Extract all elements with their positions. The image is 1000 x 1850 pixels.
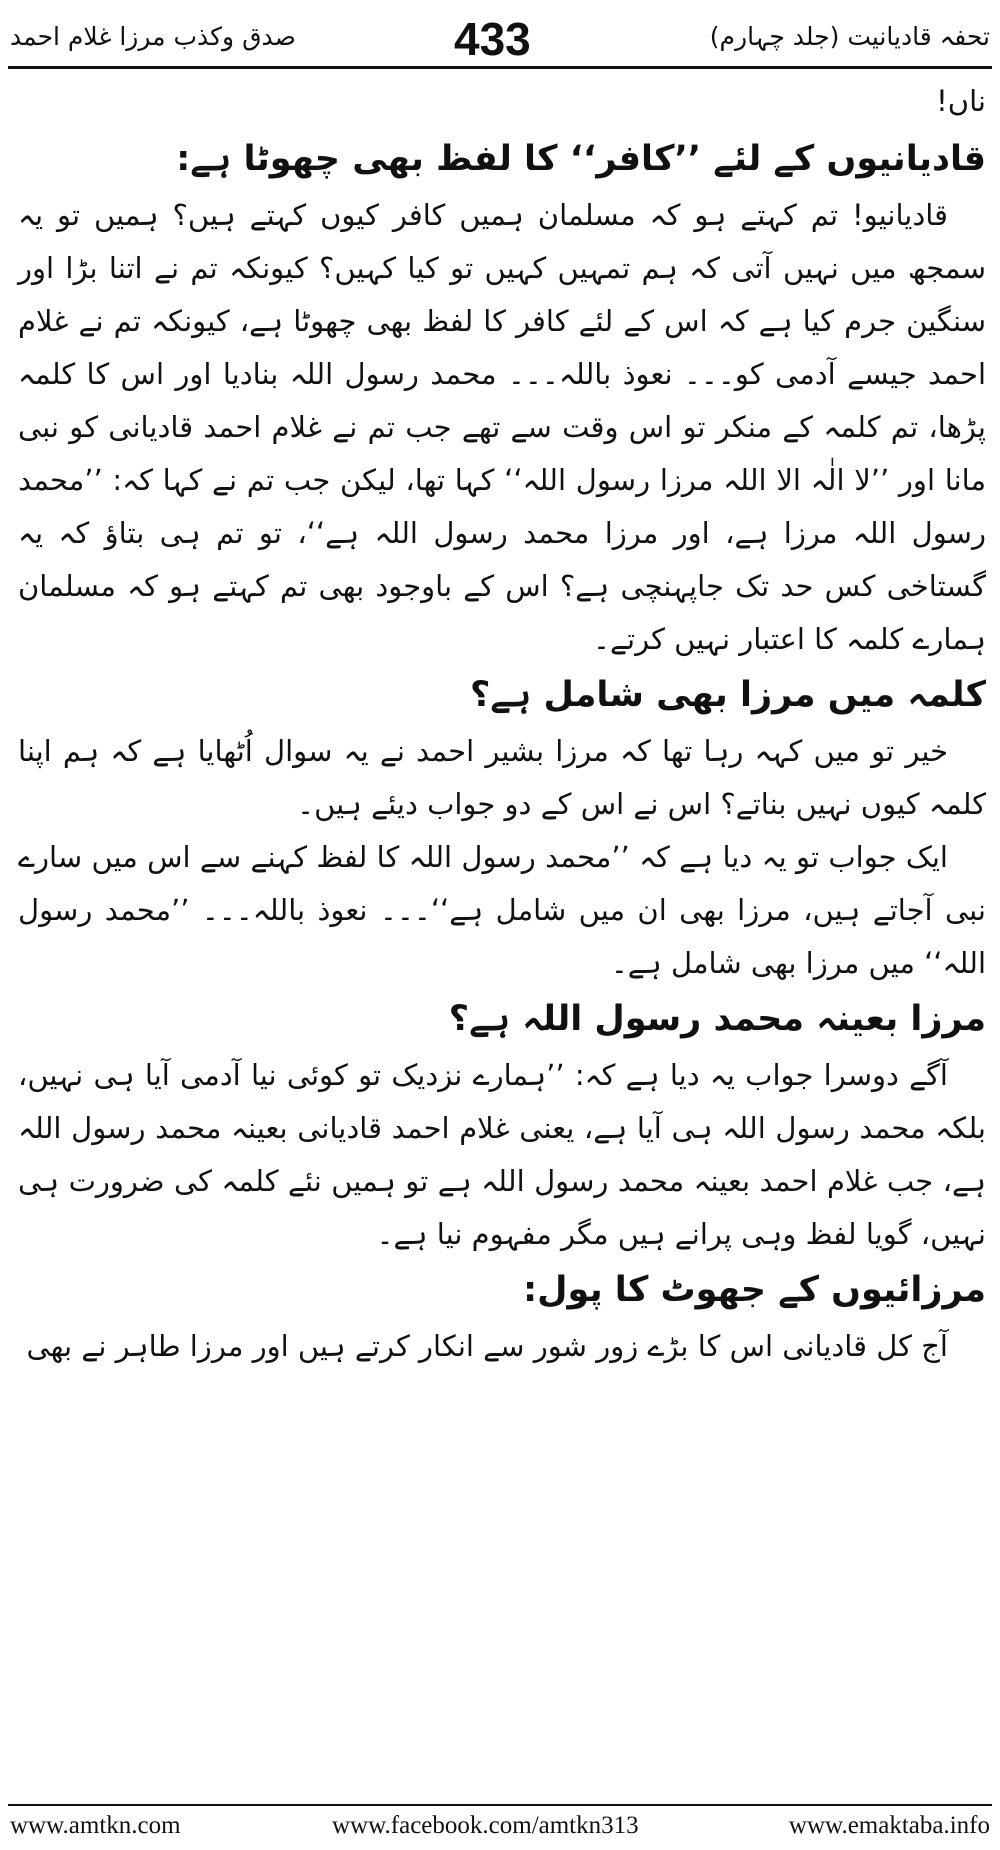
- header-book-title: تحفہ قادیانیت (جلد چہارم): [709, 22, 990, 51]
- header-chapter-title: صدق وکذب مرزا غلام احمد: [10, 22, 296, 51]
- section-heading: مرزا بعینہ محمد رسول اللہ ہے؟: [448, 999, 986, 1039]
- body-paragraph: قادیانیو! تم کہتے ہو کہ مسلمان ہمیں کافر کیوں کہتے ہیں؟ ہمیں تو یہ سمجھ میں نہیں آتی کہ ہم تمہیں کہیں تو کیا کہیں؟ کیونکہ تم نے اتنا بڑا اور سنگین جرم کیا ہے کہ اس کے لئے کافر کا لفظ بھی چھوٹا ہے، کیونکہ تم نے غلام احمد جیسے آدمی کو۔۔۔ نعوذ باللہ۔۔۔ محمد رسول اللہ بنادیا اور اس کا کلمہ پڑھا، تم کلمہ کے منکر تو اس وقت سے تھے جب تم نے غلام احمد قادیانی کو نبی مانا اور ’’لا الٰہ الا اللہ مرزا رسول اللہ‘‘ کہا تھا، لیکن جب تم نے کہا کہ: ’’محمد رسول اللہ مرزا ہے، اور مرزا محمد رسول اللہ ہے‘‘، تو تم ہی بتاؤ کہ یہ گستاخی کس حد تک جاپہنچی ہے؟ اس کے باوجود بھی تم کہتے ہو کہ مسلمان ہمارے کلمہ کا اعتبار نہیں کرتے۔: [18, 198, 986, 656]
- body-paragraph: ایک جواب تو یہ دیا ہے کہ ’’محمد رسول اللہ کا لفظ کہنے سے اس میں سارے نبی آجاتے ہیں، مرزا بھی ان میں شامل ہے‘‘۔۔۔ نعوذ باللہ۔۔۔ ’’محمد رسول اللہ‘‘ میں مرزا بھی شامل ہے۔: [18, 840, 986, 980]
- body-paragraph: خیر تو میں کہہ رہا تھا کہ مرزا بشیر احمد نے یہ سوال اُٹھایا ہے کہ ہم اپنا کلمہ کیوں نہیں بناتے؟ اس نے اس کے دو جواب دیئے ہیں۔: [18, 734, 986, 821]
- footer-link-emaktaba[interactable]: www.emaktaba.info: [788, 1812, 990, 1839]
- section-heading: قادیانیوں کے لئے ’’کافر‘‘ کا لفظ بھی چھوٹا ہے:: [176, 139, 986, 179]
- footer-link-facebook[interactable]: www.facebook.com/amtkn313: [332, 1812, 639, 1839]
- footer-link-website[interactable]: www.amtkn.com: [10, 1812, 181, 1839]
- page-header: [0, 0, 1000, 70]
- section-heading: کلمہ میں مرزا بھی شامل ہے؟: [469, 675, 986, 715]
- body-paragraph: آج کل قادیانی اس کا بڑے زور شور سے انکار کرتے ہیں اور مرزا طاہر نے بھی: [26, 1329, 948, 1363]
- page-body: [18, 72, 986, 1373]
- header-divider: [8, 66, 992, 69]
- page-number: 433: [454, 13, 531, 65]
- body-paragraph: آگے دوسرا جواب یہ دیا ہے کہ: ’’ہمارے نزدیک تو کوئی نیا آدمی آیا ہی نہیں، بلکہ محمد رسول اللہ ہی آیا ہے، یعنی غلام احمد قادیانی بعینہ محمد رسول اللہ ہے، جب غلام احمد بعینہ محمد رسول اللہ ہے تو ہمیں نئے کلمہ کی ضرورت ہی نہیں، گویا لفظ وہی پرانے ہیں مگر مفہوم نیا ہے۔: [18, 1058, 986, 1251]
- section-heading: مرزائیوں کے جھوٹ کا پول:: [523, 1270, 986, 1310]
- page-footer: [10, 1810, 990, 1844]
- footer-divider: [8, 1804, 992, 1806]
- body-paragraph: ناں!: [936, 84, 986, 118]
